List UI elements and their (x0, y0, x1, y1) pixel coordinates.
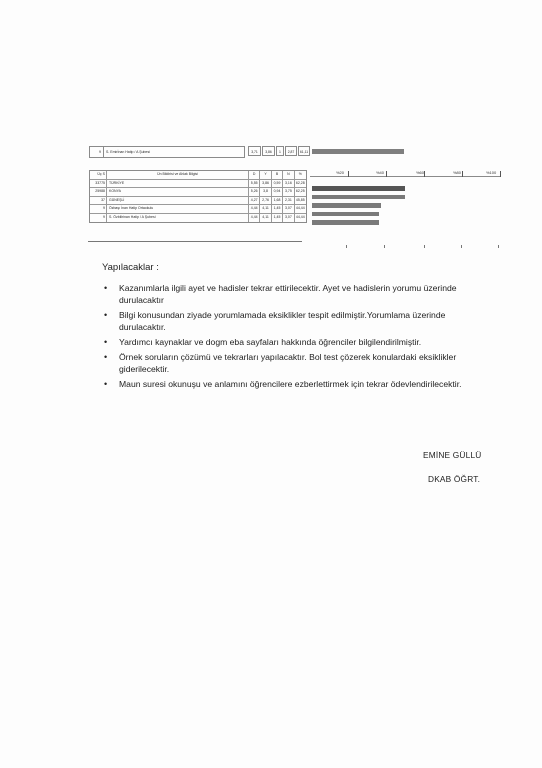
row-value: 5,26 (249, 188, 260, 196)
table-row (90, 214, 306, 222)
top-row-value: 2,87 (285, 146, 297, 156)
axis-tick (424, 245, 425, 248)
signature-title: DKAB ÖĞRT. (428, 474, 481, 484)
list-item-text: Bilgi konusundan ziyade yorumlamada eksiklikler tespit edilmiştir.Yorumlama üzerinde durulacaktır. (119, 310, 446, 332)
list-item-text: Yardımcı kaynaklar ve dogm eba sayfaları hakkında öğrenciler bilgilendirilmiştir. (119, 337, 422, 347)
row-value: 3,07 (283, 205, 294, 213)
header-code: Üç S (90, 171, 107, 179)
scale-label: %40 (376, 170, 385, 175)
row-name: KONYA (107, 188, 249, 196)
row-value: 45,85 (295, 197, 305, 202)
row-value: 1,68 (272, 197, 283, 205)
section-heading: Yapılacaklar : (102, 262, 159, 273)
result-bar (312, 220, 379, 225)
top-row-value: 3,86 (262, 146, 275, 156)
row-value: 3,75 (283, 188, 294, 196)
row-value: 2,31 (283, 197, 294, 205)
row-code: 37 (90, 197, 107, 205)
bullet-icon: • (104, 337, 108, 347)
result-bar (312, 195, 405, 200)
row-value: 4,44 (249, 205, 260, 213)
row-code: 9 (90, 214, 107, 222)
scale-tick (424, 171, 425, 177)
top-row-table (89, 146, 245, 158)
row-value: 44,44 (295, 214, 305, 219)
axis-tick (461, 245, 462, 248)
row-value: 0,94 (272, 188, 283, 196)
row-code: 25988 (90, 188, 107, 196)
top-row-value: 1 (276, 146, 284, 156)
result-bar (312, 186, 405, 191)
header-name: Ün Bildirisi ve Ahlak Bilgisi (107, 171, 249, 179)
row-value: 0,59 (272, 180, 283, 188)
header-d: D (249, 171, 260, 179)
results-table (89, 170, 307, 223)
row-value: 4,11 (260, 205, 271, 213)
top-row-name: S. Emirİnan Hatip / A Şubesi (106, 150, 150, 154)
scale-label: %60 (416, 170, 425, 175)
row-value: 44,44 (295, 206, 305, 211)
bullet-icon: • (104, 310, 108, 320)
row-value: 4,44 (249, 214, 260, 222)
axis-tick (346, 245, 347, 248)
result-bar (312, 203, 381, 208)
header-n: N (283, 171, 294, 179)
header-b: B (272, 171, 283, 179)
row-name: TÜRKİYE (107, 180, 249, 188)
scale-label: %20 (336, 170, 345, 175)
row-code: 33775 (90, 180, 107, 188)
table-row (90, 197, 306, 206)
axis-tick (498, 245, 499, 248)
scale-tick (386, 171, 387, 177)
list-item (101, 282, 481, 306)
top-row-code: 9 (90, 147, 104, 157)
list-item-text: Maun suresi okunuşu ve anlamını öğrencilere ezberlettirmek için tekrar ödevlendirilecektir. (119, 379, 462, 389)
scale-tick (500, 171, 501, 177)
table-baseline (88, 241, 302, 242)
row-value: 3,8 (260, 188, 271, 196)
row-value: 1,45 (272, 214, 283, 222)
row-value: 62,28 (295, 180, 305, 185)
list-item (101, 351, 481, 375)
row-name: Özbaşı İnan Hatip Ortaokulu (107, 205, 249, 213)
result-bar (312, 212, 379, 217)
scale-label: %100 (486, 170, 497, 175)
header-percent: % (298, 172, 302, 176)
table-row (90, 205, 306, 214)
bar-scale-line (310, 176, 500, 177)
row-value: 3,16 (283, 180, 294, 188)
scale-tick (462, 171, 463, 177)
todo-list (101, 282, 481, 393)
scale-tick (348, 171, 349, 177)
table-header-row (90, 171, 306, 180)
scale-label: %80 (453, 170, 462, 175)
list-item (101, 336, 481, 348)
row-code: 9 (90, 205, 107, 213)
axis-tick (384, 245, 385, 248)
bullet-icon: • (104, 379, 108, 389)
bullet-icon: • (104, 352, 108, 362)
list-item (101, 378, 481, 390)
row-value: 2,76 (260, 197, 271, 205)
row-value: 4,11 (260, 214, 271, 222)
list-item-text: Kazanımlarla ilgili ayet ve hadisler tekrar ettirilecektir. Ayet ve hadislerin yorumu üzerinde durulacaktır (119, 283, 457, 305)
row-name: GÜNEŞLİ (107, 197, 249, 205)
bullet-icon: • (104, 283, 108, 293)
row-value: 1,45 (272, 205, 283, 213)
table-row (90, 188, 306, 197)
row-value: 5,55 (249, 180, 260, 188)
row-value: 3,07 (283, 214, 294, 222)
row-value: 3,86 (260, 180, 271, 188)
row-value: 4,27 (249, 197, 260, 205)
list-item-text: Örnek soruların çözümü ve tekrarları yapılacaktır. Bol test çözerek konulardaki eksiklikler giderilecektir. (119, 352, 457, 374)
row-name: S. Özbilirinan Hatip / A Şubesi (107, 214, 249, 222)
top-row-value: 3,71 (248, 146, 261, 156)
signature-name: EMİNE GÜLLÜ (423, 450, 482, 460)
header-y: Y (260, 171, 271, 179)
row-value: 62,25 (295, 189, 305, 194)
top-row-value: 61,11 (298, 146, 310, 156)
table-row (90, 180, 306, 189)
top-row-bar (312, 149, 404, 154)
list-item (101, 309, 481, 333)
